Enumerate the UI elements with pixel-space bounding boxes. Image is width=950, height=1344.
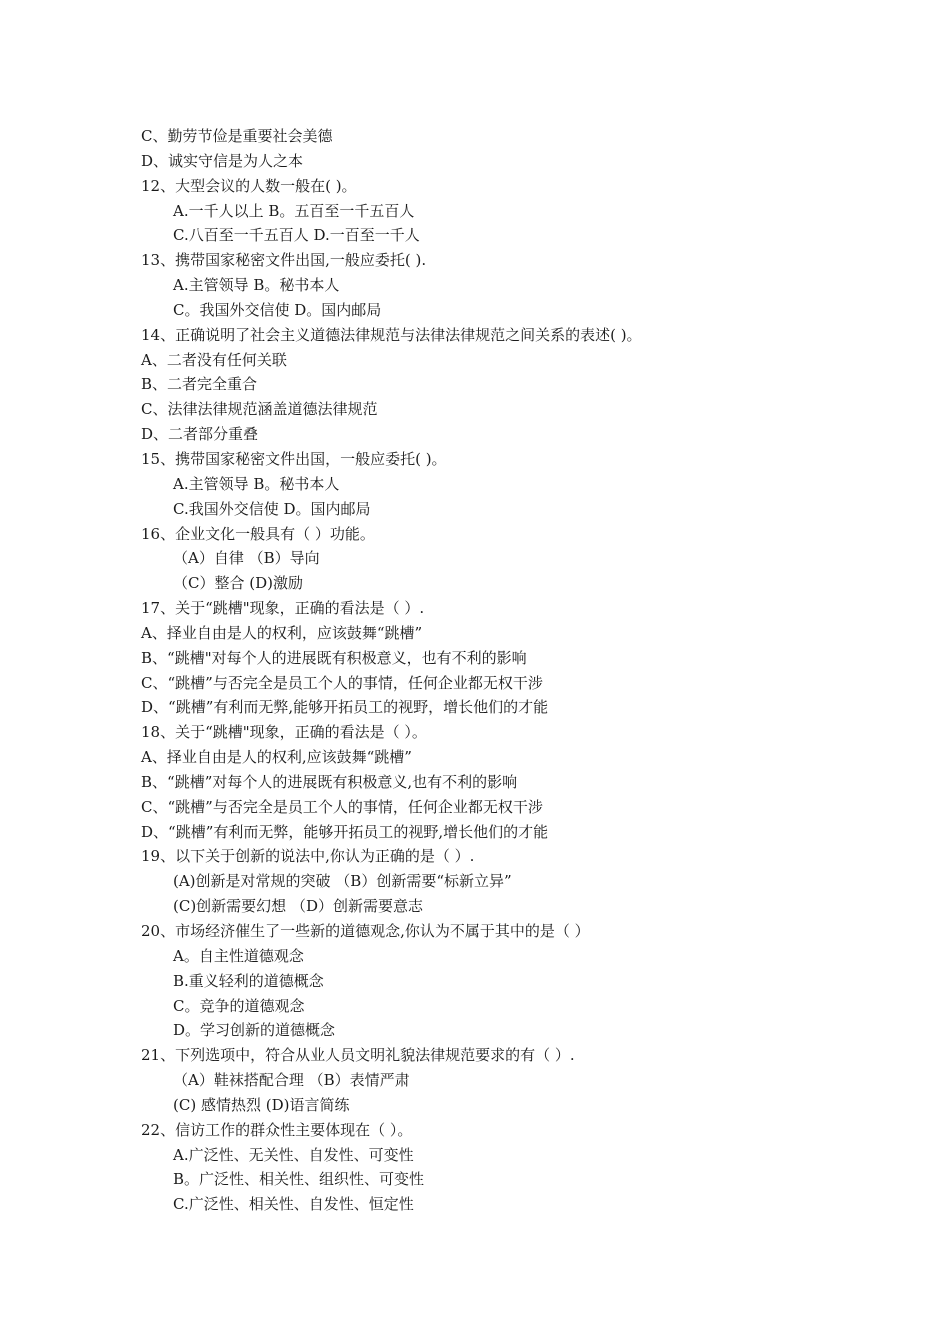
text-line: C。我国外交信使 D。国内邮局 bbox=[173, 300, 382, 319]
text-line: D、“跳槽”有利而无弊,能够开拓员工的视野，增长他们的才能 bbox=[141, 698, 549, 717]
text-line: D。学习创新的道德概念 bbox=[173, 1021, 336, 1040]
text-line: 15、携带国家秘密文件出国，一般应委托( )。 bbox=[141, 449, 447, 468]
text-line: B、二者完全重合 bbox=[141, 375, 258, 394]
text-line: A.一千人以上 B。五百至一千五百人 bbox=[173, 201, 415, 220]
text-line: C.广泛性、相关性、自发性、恒定性 bbox=[173, 1195, 414, 1214]
text-line: 20、市场经济催生了一些新的道德观念,你认为不属于其中的是（ ） bbox=[141, 922, 590, 940]
text-line: (A)创新是对常规的突破 （B）创新需要“标新立异” bbox=[173, 872, 512, 891]
text-line: 18、关于“跳槽"现象，正确的看法是（ ）。 bbox=[141, 723, 427, 742]
text-line: B、“跳槽"对每个人的进展既有积极意义，也有不利的影响 bbox=[141, 648, 527, 667]
text-line: 19、以下关于创新的说法中,你认为正确的是（ ）. bbox=[141, 847, 475, 866]
text-line: C、法律法律规范涵盖道德法律规范 bbox=[141, 400, 378, 419]
text-line: A.主管领导 B。秘书本人 bbox=[173, 474, 340, 493]
text-line: C、“跳槽”与否完全是员工个人的事情，任何企业都无权干涉 bbox=[141, 797, 543, 816]
text-line: A、二者没有任何关联 bbox=[141, 350, 287, 369]
text-line: D、诚实守信是为人之本 bbox=[141, 151, 304, 170]
text-line: A.主管领导 B。秘书本人 bbox=[173, 276, 340, 295]
text-line: 14、正确说明了社会主义道德法律规范与法律法律规范之间关系的表述( )。 bbox=[141, 325, 642, 344]
text-line: （C）整合 (D)激励 bbox=[173, 574, 303, 593]
text-line: A.广泛性、无关性、自发性、可变性 bbox=[173, 1145, 414, 1164]
text-line: B。广泛性、相关性、组织性、可变性 bbox=[173, 1170, 425, 1189]
text-line: 21、下列选项中，符合从业人员文明礼貌法律规范要求的有（ ）. bbox=[141, 1046, 575, 1065]
text-line: 17、关于“跳槽"现象，正确的看法是（ ）. bbox=[141, 599, 425, 618]
text-line: 13、携带国家秘密文件出国,一般应委托( ). bbox=[141, 251, 427, 270]
text-line: （A）自律 （B）导向 bbox=[173, 549, 320, 568]
text-line: C.八百至一千五百人 D.一百至一千人 bbox=[173, 226, 420, 245]
document-body bbox=[141, 124, 861, 1217]
text-line: A、择业自由是人的权利，应该鼓舞“跳槽” bbox=[141, 623, 423, 642]
text-line: 22、信访工作的群众性主要体现在（ ）。 bbox=[141, 1120, 413, 1139]
text-line: B.重义轻利的道德概念 bbox=[173, 971, 324, 990]
text-line: 12、大型会议的人数一般在( )。 bbox=[141, 176, 357, 195]
text-line: (C) 感情热烈 (D)语言简练 bbox=[173, 1095, 350, 1114]
text-line: C.我国外交信使 D。国内邮局 bbox=[173, 499, 371, 518]
text-line: C、“跳槽”与否完全是员工个人的事情，任何企业都无权干涉 bbox=[141, 673, 543, 692]
text-line: B、“跳槽”对每个人的进展既有积极意义,也有不利的影响 bbox=[141, 772, 518, 791]
text-line: 16、企业文化一般具有（ ）功能。 bbox=[141, 524, 375, 543]
text-line: C。竞争的道德观念 bbox=[173, 996, 305, 1015]
text-line: (C)创新需要幻想 （D）创新需要意志 bbox=[173, 897, 423, 916]
text-line: C、勤劳节俭是重要社会美德 bbox=[141, 127, 333, 145]
text-line: D、“跳槽”有利而无弊，能够开拓员工的视野,增长他们的才能 bbox=[141, 822, 549, 841]
text-line: D、二者部分重叠 bbox=[141, 425, 259, 444]
text-line: A。自主性道德观念 bbox=[173, 946, 304, 965]
text-line: A、择业自由是人的权利,应该鼓舞“跳槽” bbox=[141, 748, 412, 767]
text-line: （A）鞋袜搭配合理 （B）表情严肃 bbox=[173, 1071, 410, 1090]
